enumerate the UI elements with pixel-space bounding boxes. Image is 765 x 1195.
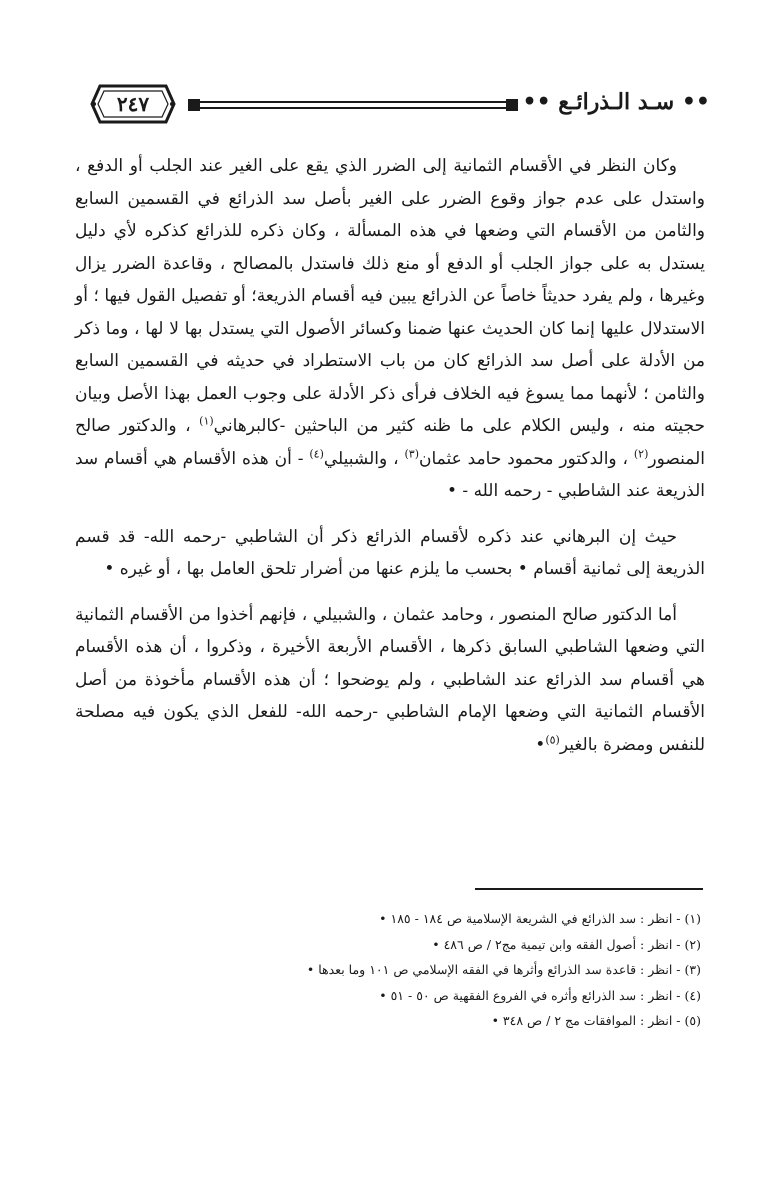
paragraph-1: [75, 150, 705, 508]
paragraph-1-text-d: ، والشبيلي: [323, 448, 405, 469]
paragraph-2-text: حيث إن البرهاني عند ذكره لأقسام الذرائع ذكر أن الشاطبي -رحمه الله- قد قسم الذريعة إلى ثمانية أقسام • بحسب ما يلزم عنها من أضرار تلحق العامل بها ، أو غيره •: [75, 526, 705, 579]
footnote-ref-5[interactable]: (٥): [545, 732, 560, 746]
page-header: [70, 80, 710, 130]
paragraph-3-text: أما الدكتور صالح المنصور ، وحامد عثمان ، والشبيلي ، فإنهم أخذوا من الأقسام الثمانية التي وضعها الشاطبي السابق ذكرها ، الأقسام الأربعة الأخيرة ، وذكروا ، أن هذه الأقسام هي أقسام سد الذرائع عند الشاطبي ، ولم يوضحوا ؛ أن هذه الأقسام مأخوذة من أصل الأقسام الثمانية التي وضعها الإمام الشاطبي -رحمه الله- للفعل الذي يكون فيه مصلحة للنفس ومضرة بالغير: [75, 604, 705, 755]
footnotes: [241, 906, 701, 1034]
footnote-ref-3[interactable]: (٣): [404, 446, 419, 460]
footnote-3: (٣) - انظر : قاعدة سد الذرائع وأثرها في الفقه الإسلامي ص ١٠١ وما بعدها •: [306, 962, 701, 977]
footnote-separator: [475, 888, 703, 890]
header-rule: [188, 97, 518, 113]
paragraph-1-text: وكان النظر في الأقسام الثمانية إلى الضرر الذي يقع على الغير عند الجلب أو الدفع ، واستدل على عدم جواز وقوع الضرر على الغير بأصل سد الذرائع في القسمين السابع والثامن من الأقسام التي وضعها في هذه المسألة ، وكان ذكره للذرائع كذكره لأي دليل يستدل به على جواز الجلب أو الدفع أو منع ذلك فاستدل بالمصالح ، وقاعدة الضرر يزال وغيرها ، ولم يفرد حديثاً خاصاً عن الذرائع يبين فيه أقسام الذريعة؛ أو تفصيل القول فيها ؛ أو الاستدلال عليها إنما كان الحديث عنها ضمنا وكسائر الأصول التي يستدل بها لا لها ، وما ذكر من الأدلة على أصل سد الذرائع كان من باب الاستطراد في حديثه في القسمين السابع والثامن ؛ لأنهما مما يسوغ فيه الخلاف فرأى ذكر الأدلة على وجوب العمل بهذا الأصل وبيان حجيته منه ، وليس الكلام على ما ظنه كثير من الباحثين -كالبرهاني: [75, 156, 705, 436]
footnote-ref-2[interactable]: (٢): [633, 446, 649, 460]
main-text: [75, 150, 705, 761]
paragraph-1-text-b: ، والدكتور صالح المنصور: [75, 416, 705, 469]
page-number-frame: [90, 83, 176, 125]
paragraph-3: [75, 599, 705, 762]
footnote-ref-4[interactable]: (٤): [309, 446, 324, 460]
paragraph-1-text-e: - أن هذه الأقسام هي أقسام سد الذريعة عند الشاطبي - رحمه الله - •: [75, 448, 705, 501]
page-number: ٢٤٧: [116, 92, 150, 116]
paragraph-1-text-c: ، والدكتور محمود حامد عثمان: [418, 448, 634, 469]
footnote-2: (٢) - انظر : أصول الفقه وابن تيمية مج٢ / ص ٤٨٦ •: [432, 936, 701, 952]
footnote-5: (٥) - انظر : الموافقات مج ٢ / ص ٣٤٨ •: [491, 1013, 701, 1028]
footnote-ref-1[interactable]: (١): [199, 414, 214, 428]
running-title: •• سـد الـذرائـع ••: [522, 89, 710, 115]
paragraph-3-end: •: [535, 734, 546, 755]
footnote-1: (١) - انظر : سد الذرائع في الشريعة الإسلامية ص ١٨٤ - ١٨٥ •: [379, 911, 701, 926]
paragraph-2: [75, 521, 705, 586]
footnote-4: (٤) - انظر : سد الذرائع وأثره في الفروع الفقهية ص ٥٠ - ٥١ •: [379, 987, 701, 1003]
